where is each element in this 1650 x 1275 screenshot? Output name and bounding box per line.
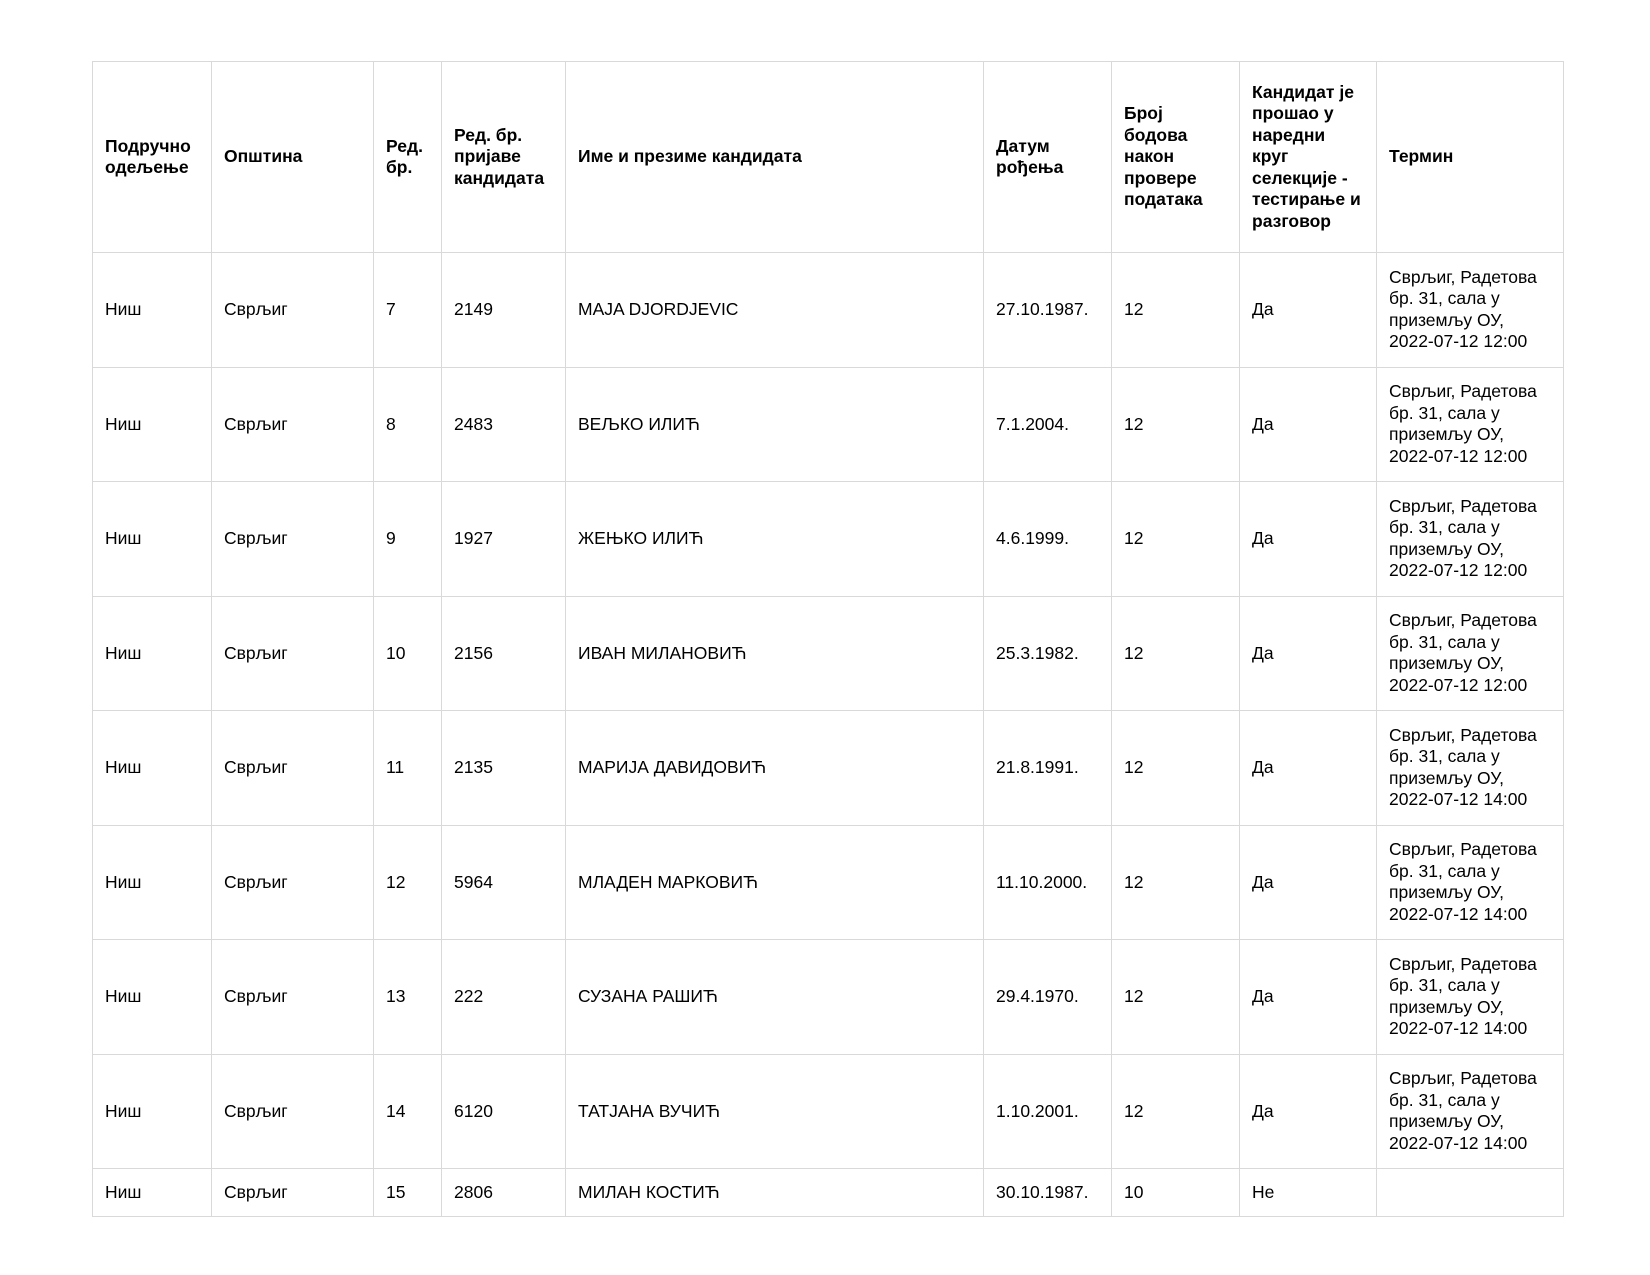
cell-points: 12 [1112,711,1240,826]
cell-term: Сврљиг, Радетова бр. 31, сала у приземљу ОУ, 2022-07-12 14:00 [1377,711,1564,826]
header-application-number: Ред. бр. пријаве кандидата [442,62,566,253]
table-row [93,482,1564,597]
cell-municipality: Сврљиг [212,1054,374,1169]
table-row [93,1169,1564,1217]
cell-application-number: 2156 [442,596,566,711]
cell-term: Сврљиг, Радетова бр. 31, сала у приземљу ОУ, 2022-07-12 12:00 [1377,367,1564,482]
cell-candidate-name: MAJA DJORDJEVIC [566,253,984,368]
cell-row-number: 7 [374,253,442,368]
cell-birth-date: 21.8.1991. [984,711,1112,826]
cell-application-number: 6120 [442,1054,566,1169]
header-birth-date: Датум рођења [984,62,1112,253]
cell-department: Ниш [93,711,212,826]
table-row [93,367,1564,482]
cell-points: 12 [1112,940,1240,1055]
cell-application-number: 1927 [442,482,566,597]
cell-candidate-name: СУЗАНА РАШИЋ [566,940,984,1055]
header-municipality: Општина [212,62,374,253]
cell-term: Сврљиг, Радетова бр. 31, сала у приземљу ОУ, 2022-07-12 14:00 [1377,1054,1564,1169]
cell-row-number: 13 [374,940,442,1055]
cell-passed: Да [1240,482,1377,597]
header-passed: Кандидат је прошао у наредни круг селекције - тестирање и разговор [1240,62,1377,253]
cell-passed: Да [1240,940,1377,1055]
cell-application-number: 2483 [442,367,566,482]
cell-row-number: 15 [374,1169,442,1217]
cell-term: Сврљиг, Радетова бр. 31, сала у приземљу ОУ, 2022-07-12 12:00 [1377,253,1564,368]
cell-candidate-name: МИЛАН КОСТИЋ [566,1169,984,1217]
candidates-table [92,61,1564,1217]
cell-department: Ниш [93,940,212,1055]
cell-passed: Да [1240,367,1377,482]
cell-points: 12 [1112,253,1240,368]
cell-municipality: Сврљиг [212,482,374,597]
cell-birth-date: 30.10.1987. [984,1169,1112,1217]
header-row [93,62,1564,253]
cell-passed: Не [1240,1169,1377,1217]
cell-points: 12 [1112,596,1240,711]
cell-term: Сврљиг, Радетова бр. 31, сала у приземљу ОУ, 2022-07-12 14:00 [1377,825,1564,940]
cell-department: Ниш [93,825,212,940]
cell-municipality: Сврљиг [212,253,374,368]
cell-row-number: 11 [374,711,442,826]
cell-birth-date: 29.4.1970. [984,940,1112,1055]
cell-birth-date: 25.3.1982. [984,596,1112,711]
cell-birth-date: 4.6.1999. [984,482,1112,597]
cell-row-number: 8 [374,367,442,482]
table-row [93,825,1564,940]
cell-passed: Да [1240,596,1377,711]
cell-passed: Да [1240,825,1377,940]
cell-department: Ниш [93,253,212,368]
cell-candidate-name: ВЕЉКО ИЛИЋ [566,367,984,482]
cell-municipality: Сврљиг [212,711,374,826]
table-row [93,940,1564,1055]
cell-row-number: 9 [374,482,442,597]
cell-row-number: 12 [374,825,442,940]
cell-municipality: Сврљиг [212,596,374,711]
cell-municipality: Сврљиг [212,367,374,482]
cell-application-number: 2135 [442,711,566,826]
table-body [93,253,1564,1217]
cell-application-number: 222 [442,940,566,1055]
cell-application-number: 5964 [442,825,566,940]
cell-term: Сврљиг, Радетова бр. 31, сала у приземљу ОУ, 2022-07-12 12:00 [1377,596,1564,711]
cell-department: Ниш [93,1169,212,1217]
cell-birth-date: 27.10.1987. [984,253,1112,368]
cell-birth-date: 7.1.2004. [984,367,1112,482]
table-row [93,253,1564,368]
cell-application-number: 2149 [442,253,566,368]
cell-department: Ниш [93,596,212,711]
cell-term: Сврљиг, Радетова бр. 31, сала у приземљу ОУ, 2022-07-12 14:00 [1377,940,1564,1055]
header-row-number: Ред. бр. [374,62,442,253]
cell-passed: Да [1240,711,1377,826]
cell-municipality: Сврљиг [212,825,374,940]
cell-candidate-name: МАРИЈА ДАВИДОВИЋ [566,711,984,826]
table-header [93,62,1564,253]
cell-row-number: 10 [374,596,442,711]
table-row [93,596,1564,711]
cell-birth-date: 11.10.2000. [984,825,1112,940]
header-term: Термин [1377,62,1564,253]
cell-department: Ниш [93,482,212,597]
cell-points: 12 [1112,825,1240,940]
cell-candidate-name: ЖЕЊКО ИЛИЋ [566,482,984,597]
cell-points: 12 [1112,482,1240,597]
cell-candidate-name: ТАТЈАНА ВУЧИЋ [566,1054,984,1169]
header-points: Број бодова након провере података [1112,62,1240,253]
cell-term [1377,1169,1564,1217]
cell-department: Ниш [93,367,212,482]
header-department: Подручно одељење [93,62,212,253]
cell-passed: Да [1240,1054,1377,1169]
cell-municipality: Сврљиг [212,940,374,1055]
cell-birth-date: 1.10.2001. [984,1054,1112,1169]
cell-points: 12 [1112,367,1240,482]
cell-row-number: 14 [374,1054,442,1169]
cell-candidate-name: ИВАН МИЛАНОВИЋ [566,596,984,711]
cell-application-number: 2806 [442,1169,566,1217]
table-row [93,1054,1564,1169]
header-candidate-name: Име и презиме кандидата [566,62,984,253]
cell-points: 12 [1112,1054,1240,1169]
cell-candidate-name: МЛАДЕН МАРКОВИЋ [566,825,984,940]
cell-points: 10 [1112,1169,1240,1217]
cell-passed: Да [1240,253,1377,368]
cell-municipality: Сврљиг [212,1169,374,1217]
table-row [93,711,1564,826]
cell-department: Ниш [93,1054,212,1169]
cell-term: Сврљиг, Радетова бр. 31, сала у приземљу ОУ, 2022-07-12 12:00 [1377,482,1564,597]
